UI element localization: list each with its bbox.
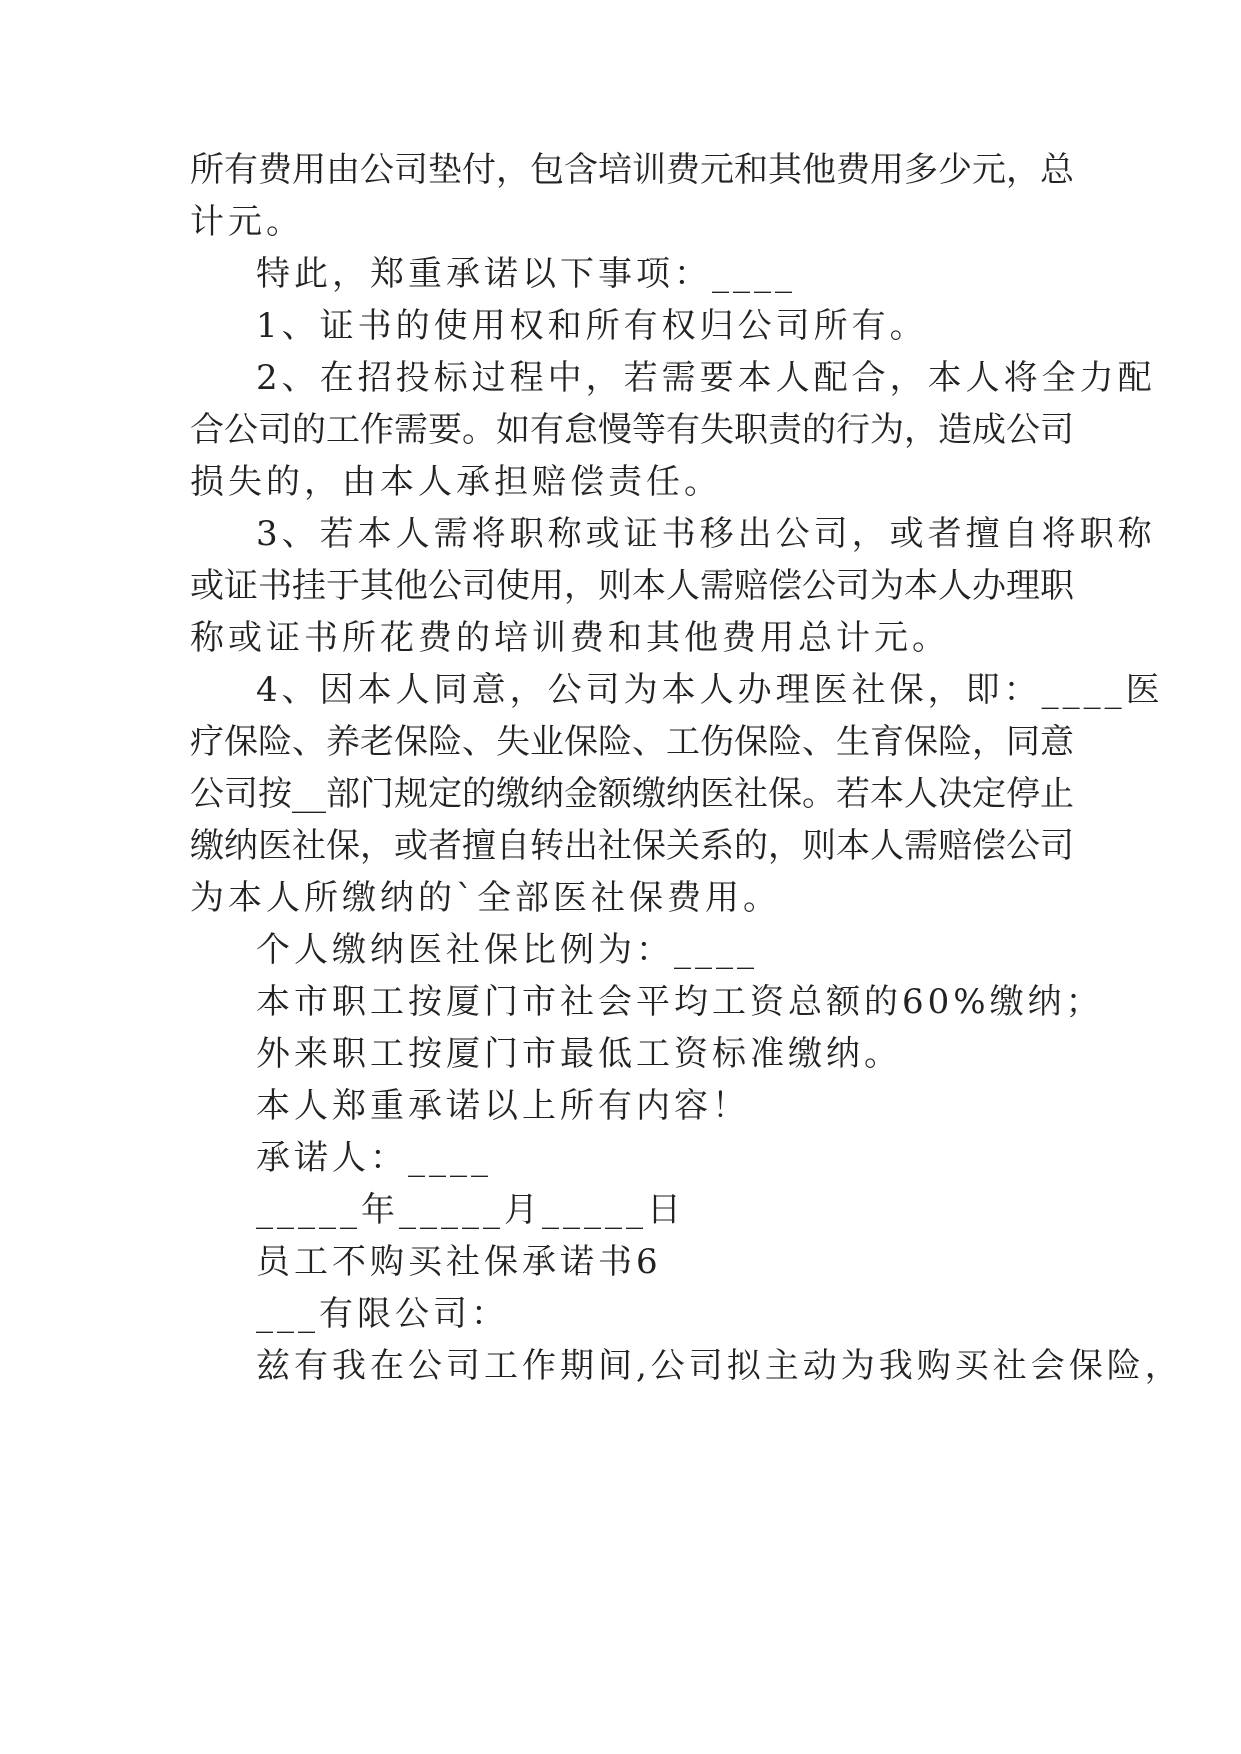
paragraph-line: 公司按__部门规定的缴纳金额缴纳医社保。若本人决定停止 xyxy=(190,774,1074,814)
paragraph-line: 外来职工按厦门市最低工资标准缴纳。 xyxy=(256,1034,902,1074)
paragraph-line: 损失的，由本人承担赔偿责任。 xyxy=(190,462,722,502)
list-item: 1、证书的使用权和所有权归公司所有。 xyxy=(256,306,928,346)
paragraph-line: 或证书挂于其他公司使用，则本人需赔偿公司为本人办理职 xyxy=(190,566,1074,606)
paragraph-line: 合公司的工作需要。如有怠慢等有失职责的行为，造成公司 xyxy=(190,410,1074,450)
paragraph-line: 疗保险、养老保险、失业保险、工伤保险、生育保险，同意 xyxy=(190,722,1074,762)
paragraph-line: 特此，郑重承诺以下事项：____ xyxy=(256,254,796,294)
addressee-line: ___有限公司： xyxy=(256,1294,509,1334)
paragraph-line: 缴纳医社保，或者擅自转出社保关系的，则本人需赔偿公司 xyxy=(190,826,1074,866)
paragraph-line: 兹有我在公司工作期间,公司拟主动为我购买社会保险， xyxy=(256,1346,1183,1386)
paragraph-line: 本人郑重承诺以上所有内容！ xyxy=(256,1086,750,1126)
date-line: _____年_____月_____日 xyxy=(256,1190,685,1230)
list-item: 2、在招投标过程中，若需要本人配合，本人将全力配 xyxy=(256,358,1156,398)
list-item: 4、因本人同意，公司为本人办理医社保，即：____医 xyxy=(256,670,1164,710)
paragraph-line: 个人缴纳医社保比例为：____ xyxy=(256,930,758,970)
paragraph-line: 所有费用由公司垫付，包含培训费元和其他费用多少元，总 xyxy=(190,150,1074,190)
list-item: 3、若本人需将职称或证书移出公司，或者擅自将职称 xyxy=(256,514,1156,554)
signature-line: 承诺人：____ xyxy=(256,1138,492,1178)
paragraph-line: 称或证书所花费的培训费和其他费用总计元。 xyxy=(190,618,950,658)
paragraph-line: 计元。 xyxy=(190,202,304,242)
section-title: 员工不购买社保承诺书6 xyxy=(256,1242,662,1282)
paragraph-line: 为本人所缴纳的`全部医社保费用。 xyxy=(190,878,781,918)
paragraph-line: 本市职工按厦门市社会平均工资总额的60%缴纳； xyxy=(256,982,1104,1022)
